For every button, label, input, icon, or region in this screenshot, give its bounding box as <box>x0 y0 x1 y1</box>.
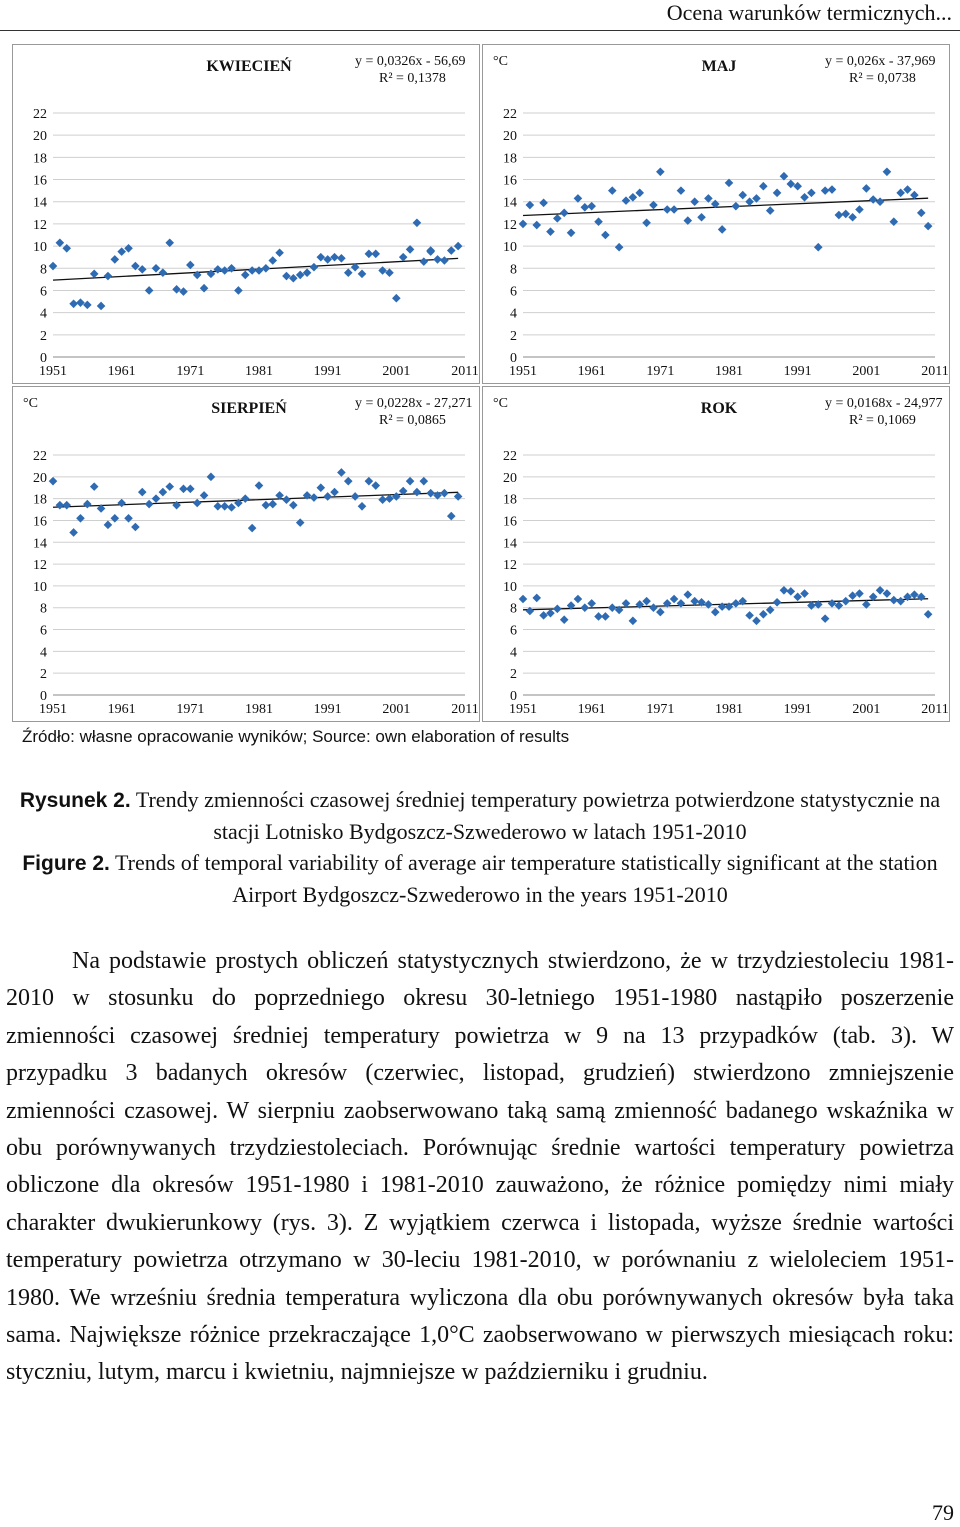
data-point <box>275 248 284 257</box>
data-point <box>587 599 596 608</box>
data-point <box>835 601 844 610</box>
data-point <box>413 219 422 228</box>
data-point <box>426 489 435 498</box>
x-tick-label: 2011 <box>451 364 479 379</box>
y-tick-label: 18 <box>503 151 517 167</box>
x-tick-label: 1971 <box>176 702 205 717</box>
x-tick-label: 1951 <box>509 702 537 717</box>
x-tick-label: 1961 <box>577 364 606 379</box>
data-point <box>807 189 816 198</box>
data-point <box>896 597 905 606</box>
x-tick-label: 1981 <box>715 702 743 717</box>
trend-r2: R² = 0,0865 <box>379 413 446 428</box>
y-tick-label: 16 <box>503 173 517 189</box>
figure-source: Źródło: własne opracowanie wyników; Source: own elaboration of results <box>22 727 570 746</box>
y-unit-label: °C <box>493 396 508 411</box>
data-point <box>440 489 449 498</box>
y-tick-label: 6 <box>510 284 517 300</box>
x-tick-label: 1961 <box>577 702 606 717</box>
data-point <box>532 221 541 230</box>
data-point <box>787 180 796 189</box>
y-tick-label: 6 <box>40 623 47 639</box>
data-point <box>49 262 58 271</box>
data-point <box>344 477 353 486</box>
data-point <box>420 257 429 266</box>
chart-panel-maj <box>482 44 950 384</box>
data-point <box>890 217 899 226</box>
x-tick-label: 2011 <box>921 702 949 717</box>
y-tick-label: 22 <box>503 449 517 464</box>
data-point <box>227 503 236 512</box>
data-point <box>207 270 216 279</box>
data-point <box>165 482 174 491</box>
y-tick-label: 4 <box>510 306 517 322</box>
data-point <box>821 186 830 195</box>
data-point <box>282 495 291 504</box>
y-tick-label: 20 <box>33 470 47 486</box>
data-point <box>255 266 264 275</box>
data-point <box>145 286 154 295</box>
y-tick-label: 8 <box>40 601 47 617</box>
data-point <box>365 477 374 486</box>
data-point <box>601 612 610 621</box>
y-tick-label: 0 <box>40 351 47 366</box>
data-point <box>234 286 243 295</box>
y-tick-label: 20 <box>503 470 517 486</box>
data-point <box>773 598 782 607</box>
data-point <box>440 256 449 265</box>
x-tick-label: 1991 <box>313 702 342 717</box>
chart-title: KWIECIEŃ <box>206 58 292 75</box>
caption-pl-label: Rysunek 2. <box>19 789 131 812</box>
data-point <box>207 473 216 482</box>
x-tick-label: 2011 <box>451 702 479 717</box>
y-tick-label: 2 <box>40 328 47 344</box>
data-point <box>220 266 229 275</box>
y-tick-label: 22 <box>33 449 47 464</box>
data-point <box>862 184 871 193</box>
data-point <box>83 500 92 509</box>
x-tick-label: 2001 <box>382 364 411 379</box>
data-point <box>773 189 782 198</box>
data-point <box>385 268 394 277</box>
y-tick-label: 4 <box>40 645 47 661</box>
figure-caption <box>0 784 960 910</box>
y-tick-label: 6 <box>40 284 47 300</box>
data-point <box>62 501 71 510</box>
y-tick-label: 4 <box>40 306 47 322</box>
data-point <box>752 617 761 626</box>
data-point <box>111 255 120 264</box>
data-point <box>262 501 271 510</box>
data-point <box>193 499 202 508</box>
data-point <box>519 220 528 229</box>
y-tick-label: 20 <box>33 129 47 145</box>
data-point <box>186 485 195 494</box>
data-point <box>780 586 789 595</box>
data-point <box>690 597 699 606</box>
chart-panel-rok <box>482 386 950 722</box>
x-tick-label: 1971 <box>646 364 675 379</box>
data-point <box>546 609 555 618</box>
data-point <box>594 217 603 226</box>
data-point <box>821 614 830 623</box>
data-point <box>179 287 188 296</box>
y-tick-label: 4 <box>510 645 517 661</box>
x-tick-label: 2011 <box>921 364 949 379</box>
data-point <box>76 298 85 307</box>
chart-panel-kwiecien <box>12 44 480 384</box>
data-point <box>330 488 339 497</box>
trend-equation: y = 0,0228x - 27,271 <box>355 396 473 411</box>
data-point <box>138 488 147 497</box>
chart-sierpien <box>13 387 479 721</box>
y-tick-label: 10 <box>503 579 517 595</box>
y-tick-label: 8 <box>40 262 47 278</box>
data-point <box>392 492 401 501</box>
data-point <box>97 302 106 311</box>
data-point <box>855 205 864 214</box>
y-tick-label: 8 <box>510 262 517 278</box>
data-point <box>848 591 857 600</box>
data-point <box>766 606 775 615</box>
data-point <box>635 189 644 198</box>
y-tick-label: 0 <box>510 351 517 366</box>
data-point <box>323 255 332 264</box>
chart-maj <box>483 45 949 383</box>
data-point <box>104 521 113 530</box>
data-point <box>519 595 528 604</box>
data-point <box>855 589 864 598</box>
data-point <box>883 167 892 176</box>
data-point <box>656 167 665 176</box>
data-point <box>358 502 367 511</box>
x-tick-label: 1961 <box>107 702 136 717</box>
x-tick-label: 1961 <box>107 364 136 379</box>
data-point <box>539 199 548 208</box>
x-tick-label: 1991 <box>783 364 812 379</box>
data-point <box>124 514 133 523</box>
chart-title: SIERPIEŃ <box>211 400 287 417</box>
caption-pl-text: Trendy zmienności czasowej średniej temperatury powietrza potwierdzone statystycznie na stacji Lotnisko Bydgoszcz-Szwederowo w latach 1951-2010 <box>135 787 941 844</box>
trend-r2: R² = 0,0738 <box>849 71 916 86</box>
x-tick-label: 1951 <box>39 702 67 717</box>
data-point <box>656 608 665 617</box>
y-tick-label: 16 <box>33 173 47 189</box>
data-point <box>317 253 326 262</box>
data-point <box>268 256 277 265</box>
data-point <box>392 294 401 303</box>
data-point <box>69 528 78 537</box>
data-point <box>690 197 699 206</box>
data-point <box>90 270 99 279</box>
y-tick-label: 16 <box>33 514 47 530</box>
data-point <box>581 203 590 212</box>
data-point <box>649 603 658 612</box>
caption-en <box>0 847 960 910</box>
data-point <box>787 587 796 596</box>
data-point <box>104 272 113 281</box>
data-point <box>172 285 181 294</box>
trend-equation: y = 0,0326x - 56,69 <box>355 54 466 69</box>
chart-title: ROK <box>700 400 738 417</box>
data-point <box>587 202 596 211</box>
data-point <box>869 195 878 204</box>
data-point <box>835 211 844 220</box>
data-point <box>670 205 679 214</box>
trend-r2: R² = 0,1378 <box>379 71 446 86</box>
caption-en-text: Trends of temporal variability of average air temperature statistically significant at the station Airport Bydgoszcz-Szwederowo in the years 1951-2010 <box>114 850 938 907</box>
y-tick-label: 14 <box>503 195 517 211</box>
data-point <box>282 272 291 281</box>
y-tick-label: 0 <box>40 689 47 704</box>
data-point <box>323 492 332 501</box>
data-point <box>310 493 319 502</box>
trend-r2: R² = 0,1069 <box>849 413 916 428</box>
data-point <box>371 481 380 490</box>
data-point <box>289 501 298 510</box>
data-point <box>152 494 161 503</box>
data-point <box>841 597 850 606</box>
data-point <box>567 228 576 237</box>
data-point <box>49 477 58 486</box>
data-point <box>917 593 926 602</box>
data-point <box>924 610 933 619</box>
x-tick-label: 1981 <box>715 364 743 379</box>
chart-kwiecien <box>13 45 479 383</box>
data-point <box>910 590 919 599</box>
page-number: 79 <box>932 1500 954 1525</box>
y-tick-label: 20 <box>503 129 517 145</box>
x-tick-label: 1991 <box>783 702 812 717</box>
data-point <box>608 603 617 612</box>
body-paragraph: Na podstawie prostych obliczeń statystycznych stwierdzono, że w trzydziestoleciu 1981-2010 w stosunku do poprzedniego okresu 30-letniego 1951-1980 nastąpiło poszerzenie zmienności czasowej średniej temperatury powietrza w 9 na 13 przypadków (tab. 3). W przypadku 3 badanych okresów (czerwiec, listopad, grudzień) stwierdzono zmniejszenie zmienności czasowej. W sierpniu zaobserwowano taką samą zmienność badanego wskaźnika w obu porównywanych trzydziestoleciach. Porównując średnie wartości temperatury powietrza obliczone dla okresów 1951-1980 i 1981-2010 zauważono, że różnice pomiędzy nimi miały charakter dwukierunkowy (rys. 3). Z wyjątkiem czerwca i listopada, wyższe średnie wartości temperatury powietrza otrzymano w 30-leciu 1981-2010, w porównaniu z wieloleciem 1951-1980. We wrześniu średnia temperatura wyliczona dla obu porównywanych okresów była taka sama. Największe różnice przekraczające 1,0°C zaobserwowano w pierwszych miesiącach roku: styczniu, lutym, marcu i kwietniu, najmniejsze w październiku i grudniu. <box>6 948 954 1386</box>
data-point <box>684 590 693 599</box>
data-point <box>69 299 78 308</box>
chart-rok <box>483 387 949 721</box>
y-tick-label: 12 <box>503 217 517 233</box>
data-point <box>454 492 463 501</box>
data-point <box>344 268 353 277</box>
data-point <box>262 264 271 273</box>
data-point <box>759 610 768 619</box>
data-point <box>385 494 394 503</box>
data-point <box>62 244 71 253</box>
data-point <box>241 494 250 503</box>
y-tick-label: 16 <box>503 514 517 530</box>
y-tick-label: 12 <box>503 558 517 574</box>
data-point <box>711 608 720 617</box>
data-point <box>337 468 346 477</box>
y-tick-label: 14 <box>33 536 47 552</box>
data-point <box>560 209 569 218</box>
data-point <box>601 231 610 240</box>
data-point <box>876 197 885 206</box>
data-point <box>426 247 435 256</box>
data-point <box>677 599 686 608</box>
data-point <box>83 301 92 310</box>
data-point <box>553 605 562 614</box>
y-unit-label: °C <box>493 54 508 69</box>
data-point <box>629 617 638 626</box>
data-point <box>420 477 429 486</box>
y-tick-label: 2 <box>510 667 517 683</box>
data-point <box>406 477 415 486</box>
data-point <box>718 225 727 234</box>
y-tick-label: 6 <box>510 623 517 639</box>
running-title: Ocena warunków termicznych... <box>666 0 952 25</box>
data-point <box>90 482 99 491</box>
x-tick-label: 1981 <box>245 364 273 379</box>
data-point <box>145 500 154 509</box>
data-point <box>608 186 617 195</box>
x-tick-label: 2001 <box>382 702 411 717</box>
chart-panel-sierpien <box>12 386 480 722</box>
data-point <box>546 227 555 236</box>
data-point <box>642 219 651 228</box>
data-point <box>358 270 367 279</box>
data-point <box>917 209 926 218</box>
data-point <box>574 595 583 604</box>
y-tick-label: 22 <box>33 107 47 122</box>
y-tick-label: 10 <box>33 240 47 256</box>
data-point <box>296 518 305 527</box>
data-point <box>268 500 277 509</box>
x-tick-label: 1971 <box>176 364 205 379</box>
data-point <box>351 492 360 501</box>
data-point <box>303 268 312 277</box>
data-point <box>759 182 768 191</box>
header-rule <box>0 30 960 31</box>
x-tick-label: 2001 <box>852 364 881 379</box>
y-tick-label: 10 <box>503 240 517 256</box>
trend-equation: y = 0,0168x - 24,977 <box>825 396 943 411</box>
data-point <box>337 254 346 263</box>
x-tick-label: 1951 <box>39 364 67 379</box>
y-tick-label: 18 <box>33 492 47 508</box>
data-point <box>378 495 387 504</box>
data-point <box>317 483 326 492</box>
x-tick-label: 1981 <box>245 702 273 717</box>
data-point <box>378 266 387 275</box>
y-tick-label: 10 <box>33 579 47 595</box>
data-point <box>732 202 741 211</box>
data-point <box>800 193 809 202</box>
y-tick-label: 2 <box>510 328 517 344</box>
y-tick-label: 8 <box>510 601 517 617</box>
data-point <box>890 596 899 605</box>
data-point <box>532 594 541 603</box>
data-point <box>697 213 706 222</box>
figure-charts <box>8 40 952 724</box>
data-point <box>241 271 250 280</box>
y-tick-label: 14 <box>33 195 47 211</box>
x-tick-label: 1991 <box>313 364 342 379</box>
data-point <box>433 255 442 264</box>
data-point <box>766 206 775 215</box>
data-point <box>310 263 319 272</box>
data-point <box>159 268 168 277</box>
x-tick-label: 1971 <box>646 702 675 717</box>
data-point <box>553 214 562 223</box>
data-point <box>371 250 380 259</box>
data-point <box>200 284 209 293</box>
data-point <box>814 243 823 252</box>
x-tick-label: 1951 <box>509 364 537 379</box>
data-point <box>828 599 837 608</box>
y-tick-label: 18 <box>33 151 47 167</box>
y-tick-label: 22 <box>503 107 517 122</box>
y-tick-label: 12 <box>33 217 47 233</box>
data-point <box>152 264 161 273</box>
data-point <box>399 253 408 262</box>
caption-en-label: Figure 2. <box>22 852 110 875</box>
data-point <box>131 523 140 532</box>
data-point <box>828 185 837 194</box>
data-point <box>330 253 339 262</box>
data-point <box>117 499 126 508</box>
data-point <box>924 222 933 231</box>
data-point <box>447 512 456 521</box>
data-point <box>581 603 590 612</box>
y-tick-label: 18 <box>503 492 517 508</box>
data-point <box>677 186 686 195</box>
trend-equation: y = 0,026x - 37,969 <box>825 54 936 69</box>
y-tick-label: 2 <box>40 667 47 683</box>
data-point <box>454 242 463 251</box>
data-point <box>539 611 548 620</box>
data-point <box>76 514 85 523</box>
data-point <box>738 191 747 200</box>
y-unit-label: °C <box>23 396 38 411</box>
data-point <box>413 488 422 497</box>
data-point <box>560 615 569 624</box>
chart-title: MAJ <box>701 58 737 75</box>
data-point <box>670 595 679 604</box>
data-point <box>447 246 456 255</box>
data-point <box>214 265 223 274</box>
data-point <box>248 524 257 533</box>
y-tick-label: 0 <box>510 689 517 704</box>
data-point <box>745 611 754 620</box>
data-point <box>793 182 802 191</box>
data-point <box>615 243 624 252</box>
data-point <box>159 488 168 497</box>
data-point <box>255 481 264 490</box>
x-tick-label: 2001 <box>852 702 881 717</box>
y-tick-label: 12 <box>33 558 47 574</box>
data-point <box>111 514 120 523</box>
data-point <box>220 502 229 511</box>
y-tick-label: 14 <box>503 536 517 552</box>
caption-pl <box>0 784 960 847</box>
